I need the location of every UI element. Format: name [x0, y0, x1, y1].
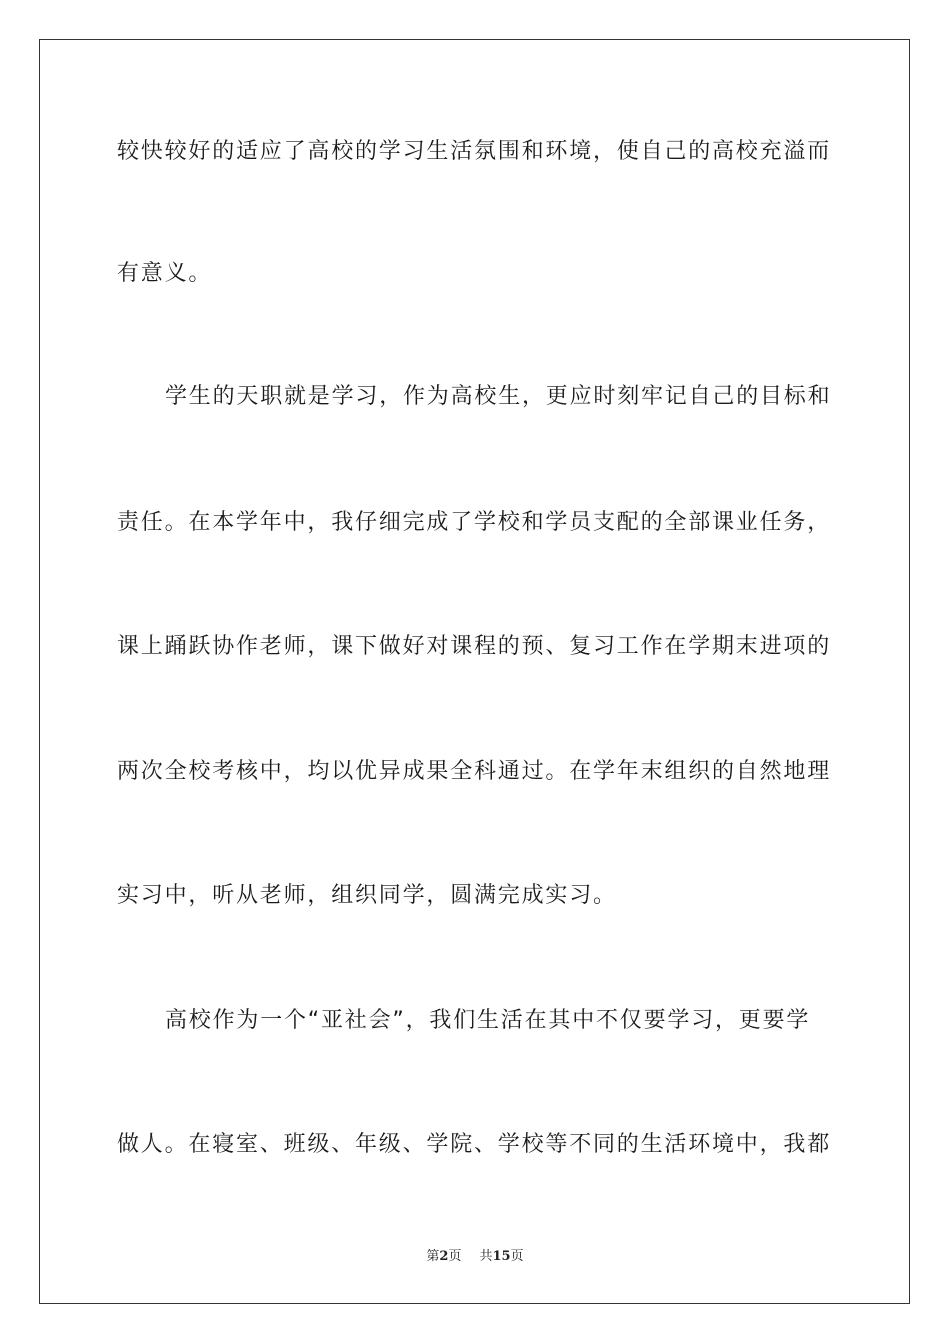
text-line-3: 学生的天职就是学习，作为高校生，更应时刻牢记自己的目标和 [165, 384, 832, 409]
page-total: 15 [492, 1249, 511, 1264]
page-footer [0, 1248, 950, 1266]
text-line-6: 两次全校考核中，均以优异成果全科通过。在学年末组织的自然地理 [117, 759, 832, 784]
text-line-1: 较快较好的适应了高校的学习生活氛围和环境，使自己的高校充溢而 [117, 139, 832, 164]
page-suffix: 页 [448, 1249, 462, 1264]
total-suffix: 页 [510, 1249, 524, 1264]
text-line-4: 责任。在本学年中，我仔细完成了学校和学员支配的全部课业任务， [117, 510, 832, 535]
text-line-8: 高校作为一个“亚社会”，我们生活在其中不仅要学习，更要学 [165, 1008, 811, 1033]
page-prefix: 第 [426, 1249, 440, 1264]
text-line-9: 做人。在寝室、班级、年级、学院、学校等不同的生活环境中，我都 [117, 1132, 832, 1157]
text-line-5: 课上踊跃协作老师，课下做好对课程的预、复习工作在学期末进项的 [117, 634, 832, 659]
text-line-2: 有意义。 [117, 261, 213, 286]
page-current: 2 [439, 1249, 449, 1264]
page-border [39, 39, 910, 1304]
text-line-7: 实习中，听从老师，组织同学，圆满完成实习。 [117, 883, 617, 908]
total-prefix: 共 [479, 1249, 493, 1264]
